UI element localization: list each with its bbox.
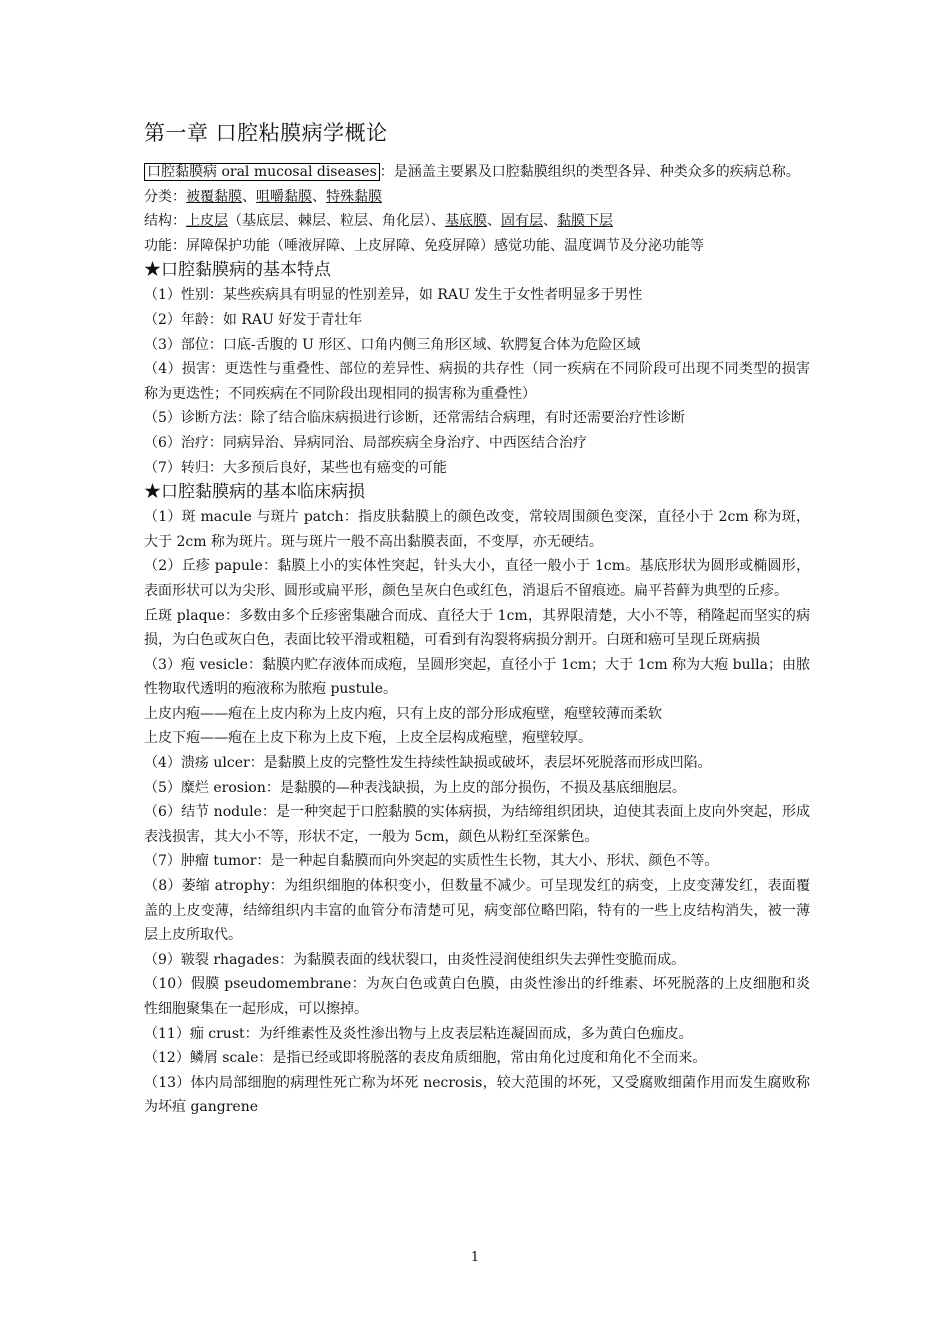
function-line: 功能：屏障保护功能（唾液屏障、上皮屏障、免疫屏障）感觉功能、温度调节及分泌功能等 [144,237,704,254]
definition-paragraph [144,160,810,185]
list-item: （6）治疗：同病异治、异病同治、局部疾病全身治疗、中西医结合治疗 [144,434,587,451]
structure-line [144,209,810,234]
separator: 、 [487,213,501,230]
list-item: （1）性别：某些疾病具有明显的性别差异，如 RAU 发生于女性者明显多于男性 [144,287,643,304]
list-item: （3）部位：口底-舌腹的 U 形区、口角内侧三角形区域、软腭复合体为危险区域 [144,336,641,353]
classification-item: 特殊黏膜 [326,188,382,205]
separator: 、 [543,213,557,230]
lesion-list [144,505,810,1120]
list-item: （4）溃疡 ulcer：是黏膜上皮的完整性发生持续性缺损或破坏，表层坏死脱落而形成凹陷。 [144,755,712,772]
classification-line [144,185,810,210]
list-item: （5）诊断方法：除了结合临床病损进行诊断，还常需结合病理，有时还需要治疗性诊断 [144,410,685,427]
list-item: （6）结节 nodule：是一种突起于口腔黏膜的实体病损，为结缔组织团块，迫使其表面上皮向外突起，形成表浅损害，其大小不等，形状不定，一般为 5cm，颜色从粉红至深紫色。 [144,804,810,845]
structure-item: 固有层 [501,213,543,230]
list-item: （5）糜烂 erosion：是黏膜的—种表浅缺损，为上皮的部分损伤，不损及基底细胞层。 [144,779,686,796]
classification-item: 被覆黏膜 [186,188,242,205]
list-item: （1）斑 macule 与斑片 patch：指皮肤黏膜上的颜色改变，常较周围颜色变深，直径小于 2cm 称为斑，大于 2cm 称为斑片。斑与斑片一般不高出黏膜表面，不变厚，亦无硬结。 [144,509,810,550]
page-content [144,118,810,1120]
page-number: 1 [470,1250,480,1265]
list-item: （11）痂 crust：为纤维素性及炎性渗出物与上皮表层粘连凝固而成，多为黄白色痂皮。 [144,1025,693,1042]
separator: 、 [312,188,326,205]
classification-label: 分类： [144,188,186,205]
chapter-title: 第一章 口腔粘膜病学概论 [144,121,388,145]
section-heading: ★口腔黏膜病的基本特点 [144,260,331,281]
list-item: （12）鳞屑 scale：是指已经或即将脱落的表皮角质细胞，常由角化过度和角化不全而来。 [144,1050,707,1067]
list-item: 丘斑 plaque：多数由多个丘疹密集融合而成、直径大于 1cm，其界限清楚，大小不等，稍隆起而坚实的病损，为白色或灰白色，表面比较平滑或粗糙，可看到有沟裂将病损分割开。白斑和癌可呈现丘斑病损 [144,607,810,649]
definition-text: ：是涵盖主要累及口腔黏膜组织的类型各异、种类众多的疾病总称。 [379,164,800,180]
structure-item: 基底膜 [445,213,487,230]
structure-item: 上皮层 [186,213,228,230]
list-item: 上皮内疱——疱在上皮内称为上皮内疱，只有上皮的部分形成疱壁，疱壁较薄而柔软 [144,705,662,722]
list-item: （7）转归：大多预后良好，某些也有癌变的可能 [144,459,447,476]
list-item: 上皮下疱——疱在上皮下称为上皮下疱，上皮全层构成疱壁，疱壁较厚。 [144,730,592,747]
list-item: （10）假膜 pseudomembrane：为灰白色或黄白色膜，由炎性渗出的纤维素、坏死脱落的上皮细胞和炎性细胞聚集在一起形成，可以擦掉。 [144,976,810,1017]
separator: 、 [242,188,256,205]
list-item: （8）萎缩 atrophy：为组织细胞的体积变小，但数量不减少。可呈现发红的病变，上皮变薄发红，表面覆盖的上皮变薄，结缔组织内丰富的血管分布清楚可见，病变部位略凹陷，特有的一些上皮结构消失，被一薄层上皮所取代。 [144,878,810,944]
list-item: （9）皲裂 rhagades：为黏膜表面的线状裂口，由炎性浸润使组织失去弹性变脆而成。 [144,951,686,968]
list-item: （13）体内局部细胞的病理性死亡称为坏死 necrosis，较大范围的坏死，又受腐败细菌作用而发生腐败称为坏疽 gangrene [144,1074,810,1116]
classification-item: 咀嚼黏膜 [256,188,312,205]
feature-list [144,283,810,480]
list-item: （7）肿瘤 tumor：是一种起自黏膜而向外突起的实质性生长物，其大小、形状、颜色不等。 [144,853,719,870]
definition-term: 口腔黏膜病 oral mucosal diseases [144,163,380,181]
list-item: （4）损害：更迭性与重叠性、部位的差异性、病损的共存性（同一疾病在不同阶段可出现不同类型的损害称为更迭性；不同疾病在不同阶段出现相同的损害称为重叠性） [144,361,810,402]
structure-item: 黏膜下层 [557,213,613,230]
section-heading: ★口腔黏膜病的基本临床病损 [144,482,365,503]
structure-label: 结构： [144,213,186,230]
list-item: （2）年龄：如 RAU 好发于青壮年 [144,311,363,328]
list-item: （3）疱 vesicle：黏膜内贮存液体而成疱，呈圆形突起，直径小于 1cm；大于 1cm 称为大疱 bulla；由脓性物取代透明的疱液称为脓疱 pustule。 [144,656,810,698]
structure-detail: （基底层、棘层、粒层、角化层）、 [228,213,445,230]
list-item: （2）丘疹 papule：黏膜上小的实体性突起，针头大小，直径一般小于 1cm。基底形状为圆形或椭圆形，表面形状可以为尖形、圆形或扁平形，颜色呈灰白色或红色，消退后不留痕迹。扁平苔藓为典型的丘疹。 [144,558,810,599]
